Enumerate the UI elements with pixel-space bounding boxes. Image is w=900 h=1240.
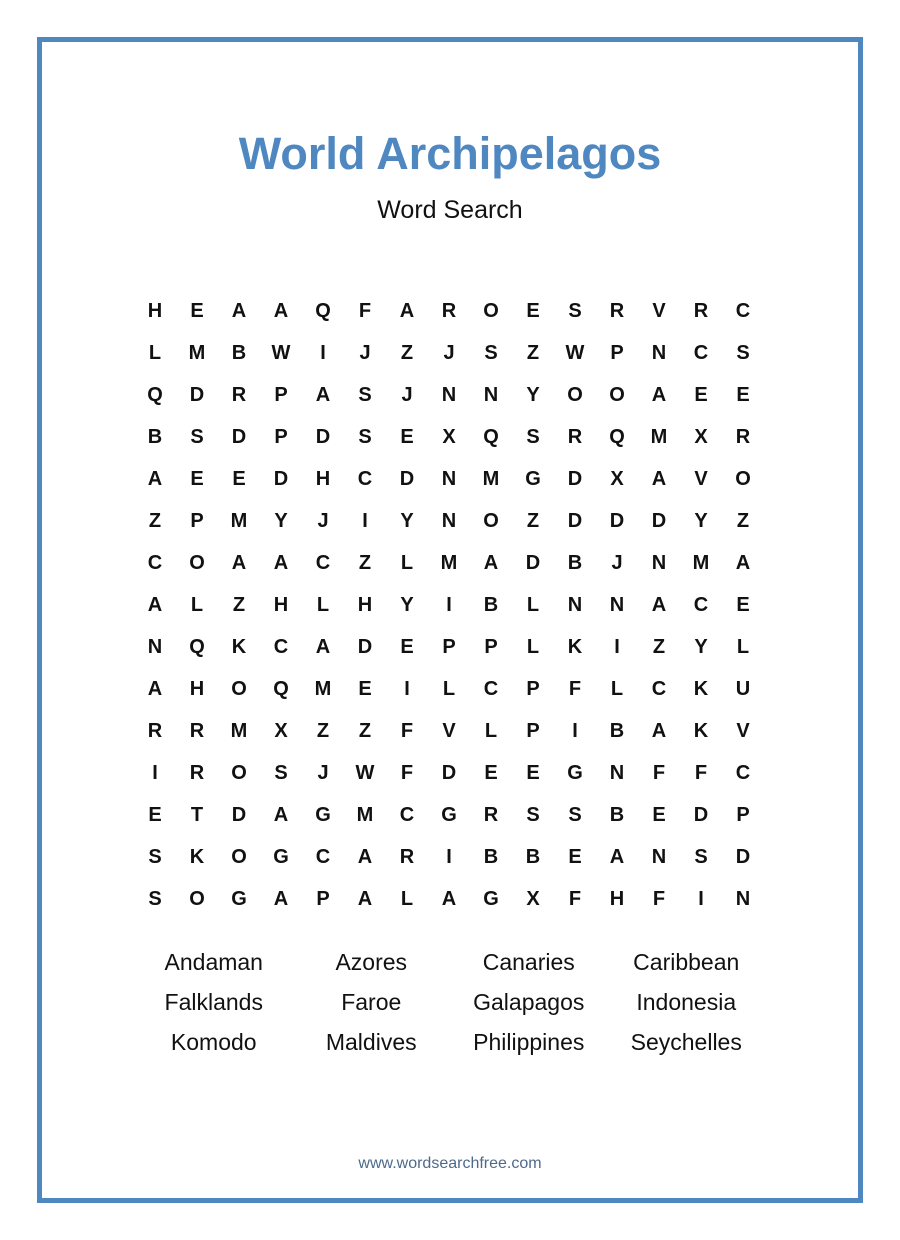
grid-cell: A (357, 846, 373, 868)
grid-cell: H (147, 300, 163, 322)
grid-row (134, 416, 764, 458)
grid-cell: C (315, 552, 331, 574)
grid-cell: R (735, 426, 751, 448)
grid-cell: R (441, 300, 457, 322)
grid-cell: R (567, 426, 583, 448)
grid-cell: F (400, 762, 414, 784)
grid-cell: H (609, 888, 625, 910)
grid-cell: D (693, 804, 709, 826)
word-list-item: Philippines (473, 1029, 585, 1055)
grid-cell: N (651, 552, 667, 574)
grid-cell: I (446, 594, 452, 616)
grid-cell: M (482, 468, 500, 490)
grid-cell: E (148, 804, 162, 826)
grid-cell: A (735, 552, 751, 574)
grid-cell: S (358, 426, 372, 448)
grid-cell: Y (400, 510, 414, 532)
grid-cell: I (320, 342, 326, 364)
word-list-item: Faroe (341, 989, 402, 1015)
grid-cell: P (316, 888, 330, 910)
grid-cell: O (189, 888, 205, 910)
grid-row (134, 710, 764, 752)
grid-cell: A (609, 846, 625, 868)
grid-row (134, 794, 764, 836)
grid-row (134, 458, 764, 500)
grid-cell: E (400, 636, 414, 658)
grid-cell: M (314, 678, 332, 700)
grid-cell: U (735, 678, 751, 700)
grid-cell: P (274, 384, 288, 406)
grid-cell: E (190, 468, 204, 490)
grid-cell: P (526, 720, 540, 742)
grid-cell: G (273, 846, 289, 868)
grid-row (134, 290, 764, 332)
grid-cell: B (525, 846, 541, 868)
grid-cell: F (652, 888, 666, 910)
grid-cell: E (484, 762, 498, 784)
grid-cell: C (357, 468, 373, 490)
grid-cell: H (315, 468, 331, 490)
grid-cell: N (651, 846, 667, 868)
grid-cell: G (525, 468, 541, 490)
grid-cell: X (274, 720, 288, 742)
grid-cell: N (441, 468, 457, 490)
grid-cell: G (315, 804, 331, 826)
grid-cell: D (525, 552, 541, 574)
grid-cell: H (273, 594, 289, 616)
grid-cell: Q (483, 426, 499, 448)
grid-cell: F (358, 300, 372, 322)
grid-cell: D (273, 468, 289, 490)
grid-cell: N (483, 384, 499, 406)
word-list-item: Seychelles (630, 1029, 742, 1055)
grid-cell: Z (400, 342, 414, 364)
grid-cell: N (147, 636, 163, 658)
grid-cell: J (317, 510, 329, 532)
grid-cell: B (609, 804, 625, 826)
grid-cell: A (483, 552, 499, 574)
grid-cell: V (736, 720, 750, 742)
grid-cell: M (230, 720, 248, 742)
grid-cell: D (567, 468, 583, 490)
grid-cell: J (401, 384, 413, 406)
grid-cell: O (483, 300, 499, 322)
grid-cell: P (736, 804, 750, 826)
grid-row (134, 542, 764, 584)
grid-cell: O (735, 468, 751, 490)
grid-cell: M (188, 342, 206, 364)
grid-cell: N (567, 594, 583, 616)
grid-cell: Z (652, 636, 666, 658)
grid-cell: Y (694, 510, 708, 532)
grid-cell: C (735, 762, 751, 784)
grid-cell: D (399, 468, 415, 490)
grid-cell: Z (358, 552, 372, 574)
grid-row (134, 878, 764, 920)
grid-cell: A (651, 720, 667, 742)
grid-cell: V (694, 468, 708, 490)
grid-cell: A (273, 804, 289, 826)
grid-cell: S (568, 804, 582, 826)
word-list-item: Indonesia (636, 989, 737, 1015)
grid-cell: W (355, 762, 375, 784)
grid-row (134, 584, 764, 626)
grid-cell: L (610, 678, 624, 700)
word-list-item: Canaries (482, 949, 575, 975)
grid-cell: Y (694, 636, 708, 658)
grid-cell: E (526, 762, 540, 784)
grid-cell: B (483, 594, 499, 616)
grid-cell: I (362, 510, 368, 532)
grid-cell: Z (148, 510, 162, 532)
grid-row (134, 500, 764, 542)
word-list-item: Azores (335, 949, 408, 975)
grid-cell: A (651, 594, 667, 616)
grid-cell: C (693, 594, 709, 616)
grid-cell: D (357, 636, 373, 658)
grid-cell: X (526, 888, 540, 910)
grid-cell: L (400, 888, 414, 910)
grid-row (134, 668, 764, 710)
grid-cell: M (650, 426, 668, 448)
grid-cell: Q (315, 300, 331, 322)
grid-cell: N (735, 888, 751, 910)
grid-cell: L (526, 594, 540, 616)
grid-cell: A (357, 888, 373, 910)
grid-cell: Y (400, 594, 414, 616)
grid-cell: R (231, 384, 247, 406)
grid-cell: Q (273, 678, 289, 700)
grid-cell: J (317, 762, 329, 784)
grid-row (134, 836, 764, 878)
grid-cell: Q (189, 636, 205, 658)
grid-cell: Z (736, 510, 750, 532)
grid-cell: S (358, 384, 372, 406)
word-list-item: Caribbean (633, 949, 740, 975)
grid-cell: S (190, 426, 204, 448)
grid-cell: N (441, 510, 457, 532)
grid-cell: M (230, 510, 248, 532)
grid-cell: P (190, 510, 204, 532)
grid-cell: A (147, 678, 163, 700)
grid-cell: S (526, 804, 540, 826)
grid-cell: M (440, 552, 458, 574)
grid-cell: H (357, 594, 373, 616)
grid-cell: N (651, 342, 667, 364)
grid-cell: L (526, 636, 540, 658)
grid-cell: L (316, 594, 330, 616)
grid-cell: C (651, 678, 667, 700)
grid-cell: E (400, 426, 414, 448)
grid-cell: I (572, 720, 578, 742)
grid-cell: S (484, 342, 498, 364)
grid-cell: F (694, 762, 708, 784)
grid-cell: W (271, 342, 291, 364)
grid-cell: M (692, 552, 710, 574)
grid-cell: S (526, 426, 540, 448)
grid-cell: G (483, 888, 499, 910)
grid-cell: K (231, 636, 247, 658)
grid-cell: S (274, 762, 288, 784)
grid-cell: N (441, 384, 457, 406)
grid-cell: R (483, 804, 499, 826)
grid-cell: D (441, 762, 457, 784)
grid-cell: I (446, 846, 452, 868)
grid-cell: Q (147, 384, 163, 406)
grid-cell: B (483, 846, 499, 868)
grid-cell: A (231, 552, 247, 574)
grid-cell: J (611, 552, 623, 574)
grid-cell: A (651, 468, 667, 490)
grid-cell: E (568, 846, 582, 868)
grid-cell: G (441, 804, 457, 826)
grid-cell: L (736, 636, 750, 658)
grid-cell: B (231, 342, 247, 364)
grid-cell: E (358, 678, 372, 700)
grid-cell: X (442, 426, 456, 448)
word-list-item: Maldives (325, 1029, 417, 1055)
grid-cell: I (614, 636, 620, 658)
grid-cell: I (152, 762, 158, 784)
grid-cell: B (567, 552, 583, 574)
grid-cell: G (231, 888, 247, 910)
grid-cell: E (232, 468, 246, 490)
grid-cell: R (693, 300, 709, 322)
grid-cell: Q (609, 426, 625, 448)
grid-cell: K (567, 636, 583, 658)
grid-cell: S (148, 888, 162, 910)
grid-cell: L (484, 720, 498, 742)
grid-cell: D (609, 510, 625, 532)
word-list (135, 942, 765, 1062)
grid-cell: F (568, 678, 582, 700)
grid-cell: L (190, 594, 204, 616)
grid-cell: C (315, 846, 331, 868)
grid-cell: Z (526, 510, 540, 532)
grid-cell: R (147, 720, 163, 742)
grid-cell: B (609, 720, 625, 742)
grid-cell: R (189, 720, 205, 742)
page-title: World Archipelagos (238, 128, 662, 179)
grid-cell: P (274, 426, 288, 448)
grid-cell: S (694, 846, 708, 868)
grid-cell: S (148, 846, 162, 868)
grid-cell: C (147, 552, 163, 574)
grid-cell: L (400, 552, 414, 574)
grid-cell: A (273, 552, 289, 574)
grid-cell: O (231, 846, 247, 868)
grid-cell: C (735, 300, 751, 322)
grid-cell: Y (274, 510, 288, 532)
grid-cell: L (442, 678, 456, 700)
word-list-item: Komodo (170, 1029, 257, 1055)
grid-cell: V (652, 300, 666, 322)
grid-cell: R (399, 846, 415, 868)
grid-cell: D (651, 510, 667, 532)
grid-cell: B (147, 426, 163, 448)
grid-cell: I (698, 888, 704, 910)
grid-cell: O (483, 510, 499, 532)
grid-cell: P (610, 342, 624, 364)
grid-cell: A (651, 384, 667, 406)
grid-cell: E (190, 300, 204, 322)
grid-cell: F (400, 720, 414, 742)
grid-cell: A (273, 888, 289, 910)
grid-cell: D (735, 846, 751, 868)
grid-cell: P (484, 636, 498, 658)
grid-cell: A (441, 888, 457, 910)
grid-cell: A (273, 300, 289, 322)
grid-cell: P (442, 636, 456, 658)
grid-cell: F (652, 762, 666, 784)
grid-cell: P (526, 678, 540, 700)
grid-cell: D (231, 426, 247, 448)
grid-cell: Y (526, 384, 540, 406)
grid-cell: C (273, 636, 289, 658)
grid-cell: E (694, 384, 708, 406)
grid-cell: O (567, 384, 583, 406)
grid-cell: D (231, 804, 247, 826)
grid-cell: A (315, 384, 331, 406)
grid-cell: R (189, 762, 205, 784)
grid-cell: O (609, 384, 625, 406)
grid-cell: A (147, 594, 163, 616)
grid-cell: Z (526, 342, 540, 364)
grid-cell: H (189, 678, 205, 700)
grid-cell: S (568, 300, 582, 322)
page-subtitle: Word Search (377, 196, 523, 224)
grid-cell: E (736, 594, 750, 616)
grid-cell: A (147, 468, 163, 490)
grid-cell: S (736, 342, 750, 364)
grid-cell: A (231, 300, 247, 322)
grid-cell: I (404, 678, 410, 700)
grid-row (134, 752, 764, 794)
grid-cell: N (609, 594, 625, 616)
grid-cell: M (356, 804, 374, 826)
grid-cell: X (694, 426, 708, 448)
grid-cell: Z (232, 594, 246, 616)
grid-cell: K (693, 720, 709, 742)
grid-cell: Z (358, 720, 372, 742)
grid-cell: D (567, 510, 583, 532)
footer-url: www.wordsearchfree.com (358, 1155, 542, 1172)
word-list-item: Falklands (164, 989, 263, 1015)
grid-cell: X (610, 468, 624, 490)
letter-grid (134, 290, 764, 920)
grid-cell: O (189, 552, 205, 574)
grid-cell: E (652, 804, 666, 826)
grid-cell: F (568, 888, 582, 910)
grid-cell: A (315, 636, 331, 658)
grid-cell: J (359, 342, 371, 364)
grid-cell: D (189, 384, 205, 406)
grid-row (134, 332, 764, 374)
grid-cell: K (189, 846, 205, 868)
grid-cell: G (567, 762, 583, 784)
grid-row (134, 374, 764, 416)
grid-row (134, 626, 764, 668)
grid-cell: C (693, 342, 709, 364)
grid-cell: E (736, 384, 750, 406)
grid-cell: C (399, 804, 415, 826)
word-list-item: Galapagos (473, 989, 585, 1015)
grid-cell: O (231, 762, 247, 784)
grid-cell: K (693, 678, 709, 700)
grid-cell: Z (316, 720, 330, 742)
grid-cell: A (399, 300, 415, 322)
grid-cell: D (315, 426, 331, 448)
grid-cell: E (526, 300, 540, 322)
grid-cell: J (443, 342, 455, 364)
word-list-item: Andaman (164, 949, 263, 975)
grid-cell: T (190, 804, 204, 826)
grid-cell: O (231, 678, 247, 700)
grid-cell: V (442, 720, 456, 742)
grid-cell: N (609, 762, 625, 784)
grid-cell: C (483, 678, 499, 700)
grid-cell: R (609, 300, 625, 322)
grid-cell: L (148, 342, 162, 364)
grid-cell: W (565, 342, 585, 364)
